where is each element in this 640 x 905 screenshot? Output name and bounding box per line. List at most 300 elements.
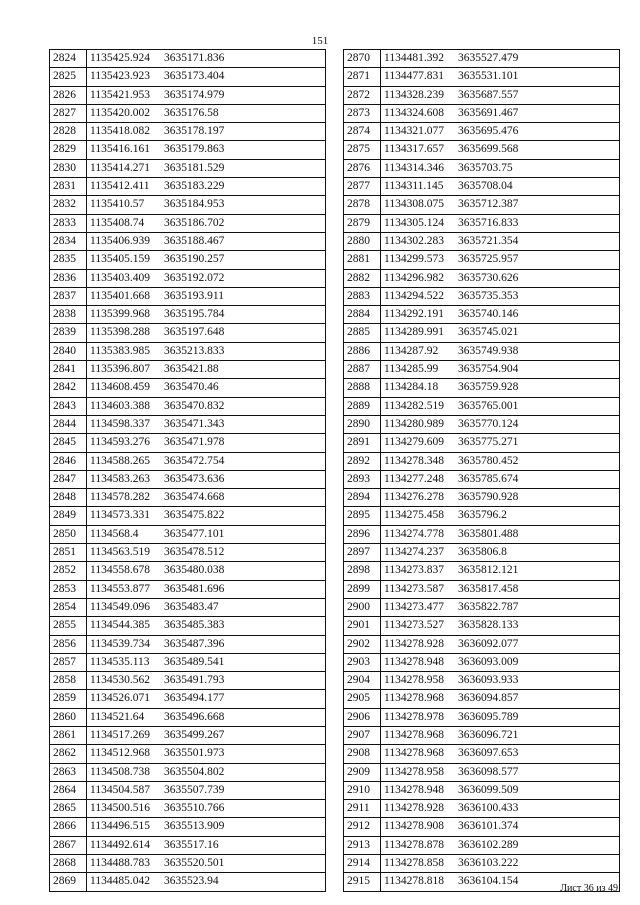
y-coordinate: 3635691.467 [458, 106, 519, 119]
y-coordinate: 3635190.257 [164, 253, 225, 266]
x-coordinate: 1134278.908 [384, 820, 444, 833]
right-table-body [344, 50, 620, 892]
x-coordinate: 1134273.587 [384, 582, 444, 595]
coordinates-cell [381, 800, 620, 818]
point-number-cell: 2865 [50, 800, 87, 818]
coordinates-cell [87, 489, 326, 507]
coordinates-cell [381, 836, 620, 854]
table-row [50, 342, 326, 360]
coordinates-cell [381, 763, 620, 781]
y-coordinate: 3635721.354 [458, 234, 519, 247]
point-number-cell: 2868 [50, 855, 87, 873]
coordinates-cell [381, 361, 620, 379]
point-number-cell: 2900 [344, 598, 381, 616]
coordinates-cell [381, 104, 620, 122]
x-coordinate: 1134278.948 [384, 783, 444, 796]
y-coordinate: 3635725.957 [458, 253, 519, 266]
table-row [344, 306, 620, 324]
coordinates-cell [87, 178, 326, 196]
y-coordinate: 3635171.836 [164, 52, 225, 64]
y-coordinate: 3635184.953 [164, 198, 225, 211]
y-coordinate: 3636093.009 [458, 655, 519, 668]
point-number-cell: 2883 [344, 287, 381, 305]
y-coordinate: 3636104.154 [458, 875, 519, 888]
y-coordinate: 3635471.978 [164, 436, 225, 449]
y-coordinate: 3635501.973 [164, 747, 225, 760]
y-coordinate: 3635475.822 [164, 509, 225, 522]
y-coordinate: 3635759.928 [458, 381, 519, 394]
x-coordinate: 1134588.265 [90, 454, 150, 467]
point-number-cell: 2915 [344, 873, 381, 891]
point-number-cell: 2882 [344, 269, 381, 287]
x-coordinate: 1135401.668 [90, 289, 150, 302]
y-coordinate: 3635188.467 [164, 234, 225, 247]
coordinates-cell [381, 489, 620, 507]
x-coordinate: 1134512.968 [90, 747, 150, 760]
y-coordinate: 3635507.739 [164, 783, 225, 796]
x-coordinate: 1134485.042 [90, 875, 150, 888]
left-coordinates-table [49, 49, 326, 892]
x-coordinate: 1134296.982 [384, 271, 444, 284]
y-coordinate: 3635513.909 [164, 820, 225, 833]
y-coordinate: 3635517.16 [164, 838, 219, 851]
x-coordinate: 1134279.609 [384, 436, 444, 449]
table-row [344, 159, 620, 177]
coordinates-cell [87, 635, 326, 653]
y-coordinate: 3636103.222 [458, 857, 519, 870]
y-coordinate: 3635687.557 [458, 88, 519, 101]
y-coordinate: 3635197.648 [164, 326, 225, 339]
x-coordinate: 1134278.978 [384, 710, 444, 723]
coordinates-cell [87, 251, 326, 269]
y-coordinate: 3635489.541 [164, 655, 225, 668]
x-coordinate: 1135396.807 [90, 363, 150, 376]
coordinates-cell [87, 415, 326, 433]
x-coordinate: 1134517.269 [90, 728, 150, 741]
y-coordinate: 3635527.479 [458, 52, 519, 64]
x-coordinate: 1134500.516 [90, 802, 150, 815]
table-row [344, 544, 620, 562]
coordinates-cell [87, 507, 326, 525]
point-number-cell: 2886 [344, 342, 381, 360]
point-number-cell: 2844 [50, 415, 87, 433]
coordinates-cell [87, 214, 326, 232]
table-row [50, 635, 326, 653]
coordinates-cell [381, 617, 620, 635]
x-coordinate: 1135412.411 [90, 180, 150, 193]
y-coordinate: 3635195.784 [164, 308, 225, 321]
coordinates-cell [381, 507, 620, 525]
point-number-cell: 2874 [344, 123, 381, 141]
y-coordinate: 3635174.979 [164, 88, 225, 101]
point-number-cell: 2847 [50, 470, 87, 488]
x-coordinate: 1135421.953 [90, 88, 150, 101]
table-row [344, 86, 620, 104]
table-row [50, 434, 326, 452]
table-row [50, 196, 326, 214]
table-row [344, 287, 620, 305]
x-coordinate: 1135420.002 [90, 106, 150, 119]
table-row [50, 232, 326, 250]
point-number-cell: 2839 [50, 324, 87, 342]
y-coordinate: 3636102.289 [458, 838, 519, 851]
coordinates-cell [87, 708, 326, 726]
coordinates-cell [381, 123, 620, 141]
point-number-cell: 2889 [344, 397, 381, 415]
coordinates-cell [381, 745, 620, 763]
y-coordinate: 3635179.863 [164, 143, 225, 156]
x-coordinate: 1134302.283 [384, 234, 444, 247]
x-coordinate: 1135414.271 [90, 161, 150, 174]
coordinates-cell [381, 544, 620, 562]
x-coordinate: 1134593.276 [90, 436, 150, 449]
y-coordinate: 3635740.146 [458, 308, 519, 321]
point-number-cell: 2856 [50, 635, 87, 653]
x-coordinate: 1134278.968 [384, 692, 444, 705]
y-coordinate: 3635173.404 [164, 70, 225, 83]
table-row [50, 818, 326, 836]
coordinates-cell [87, 232, 326, 250]
coordinates-cell [87, 342, 326, 360]
y-coordinate: 3635796.2 [458, 509, 507, 522]
point-number-cell: 2836 [50, 269, 87, 287]
table-row [50, 873, 326, 891]
point-number-cell: 2906 [344, 708, 381, 726]
coordinates-cell [87, 562, 326, 580]
coordinates-cell [381, 68, 620, 86]
x-coordinate: 1135408.74 [90, 216, 145, 229]
point-number-cell: 2858 [50, 672, 87, 690]
coordinates-cell [381, 415, 620, 433]
point-number-cell: 2830 [50, 159, 87, 177]
y-coordinate: 3636095.789 [458, 710, 519, 723]
point-number-cell: 2850 [50, 525, 87, 543]
coordinates-cell [381, 855, 620, 873]
point-number-cell: 2878 [344, 196, 381, 214]
x-coordinate: 1134280.989 [384, 417, 444, 430]
table-row [344, 598, 620, 616]
coordinates-cell [87, 745, 326, 763]
table-row [344, 836, 620, 854]
y-coordinate: 3635176.58 [164, 106, 219, 119]
x-coordinate: 1135423.923 [90, 70, 150, 83]
table-row [50, 525, 326, 543]
point-number-cell: 2864 [50, 781, 87, 799]
x-coordinate: 1134317.657 [384, 143, 444, 156]
table-row [50, 544, 326, 562]
table-row [50, 50, 326, 68]
point-number-cell: 2908 [344, 745, 381, 763]
right-coordinates-table-wrapper [343, 49, 620, 892]
y-coordinate: 3635806.8 [458, 546, 507, 559]
x-coordinate: 1135383.985 [90, 344, 150, 357]
coordinates-cell [87, 397, 326, 415]
y-coordinate: 3635716.833 [458, 216, 519, 229]
point-number-cell: 2913 [344, 836, 381, 854]
table-row [344, 507, 620, 525]
table-row [344, 470, 620, 488]
point-number-cell: 2835 [50, 251, 87, 269]
coordinates-cell [381, 690, 620, 708]
table-row [50, 68, 326, 86]
x-coordinate: 1134535.113 [90, 655, 150, 668]
table-row [50, 653, 326, 671]
point-number-cell: 2879 [344, 214, 381, 232]
x-coordinate: 1134289.991 [384, 326, 444, 339]
coordinates-cell [381, 251, 620, 269]
coordinates-cell [87, 855, 326, 873]
point-number-cell: 2876 [344, 159, 381, 177]
y-coordinate: 3635473.636 [164, 472, 225, 485]
point-number-cell: 2828 [50, 123, 87, 141]
table-row [50, 86, 326, 104]
table-row [344, 232, 620, 250]
x-coordinate: 1134276.278 [384, 491, 444, 504]
point-number-cell: 2855 [50, 617, 87, 635]
table-row [344, 269, 620, 287]
y-coordinate: 3635487.396 [164, 637, 225, 650]
table-row [344, 763, 620, 781]
table-row [50, 690, 326, 708]
table-row [344, 196, 620, 214]
y-coordinate: 3635812.121 [458, 564, 519, 577]
point-number-cell: 2854 [50, 598, 87, 616]
point-number-cell: 2866 [50, 818, 87, 836]
table-row [50, 141, 326, 159]
table-row [50, 672, 326, 690]
y-coordinate: 3636098.577 [458, 765, 519, 778]
y-coordinate: 3635477.101 [164, 527, 225, 540]
point-number-cell: 2863 [50, 763, 87, 781]
coordinates-cell [381, 653, 620, 671]
y-coordinate: 3635485.383 [164, 619, 225, 632]
coordinates-cell [381, 434, 620, 452]
x-coordinate: 1134321.077 [384, 125, 444, 138]
table-row [50, 836, 326, 854]
point-number-cell: 2884 [344, 306, 381, 324]
x-coordinate: 1134278.858 [384, 857, 444, 870]
y-coordinate: 3635504.802 [164, 765, 225, 778]
point-number-cell: 2861 [50, 726, 87, 744]
point-number-cell: 2895 [344, 507, 381, 525]
coordinates-cell [87, 361, 326, 379]
table-row [344, 525, 620, 543]
x-coordinate: 1135418.082 [90, 125, 150, 138]
coordinates-cell [381, 781, 620, 799]
point-number-cell: 2896 [344, 525, 381, 543]
point-number-cell: 2881 [344, 251, 381, 269]
point-number-cell: 2834 [50, 232, 87, 250]
x-coordinate: 1134324.608 [384, 106, 444, 119]
coordinates-cell [87, 544, 326, 562]
table-row [344, 397, 620, 415]
page-number: 151 [311, 35, 329, 47]
x-coordinate: 1134282.519 [384, 399, 444, 412]
table-row [344, 104, 620, 122]
y-coordinate: 3635178.197 [164, 125, 225, 138]
point-number-cell: 2905 [344, 690, 381, 708]
point-number-cell: 2909 [344, 763, 381, 781]
sheet-footer: Лист 36 из 49 [560, 883, 618, 894]
y-coordinate: 3635470.46 [164, 381, 219, 394]
table-row [50, 159, 326, 177]
y-coordinate: 3635790.928 [458, 491, 519, 504]
y-coordinate: 3635708.04 [458, 180, 513, 193]
point-number-cell: 2912 [344, 818, 381, 836]
point-number-cell: 2914 [344, 855, 381, 873]
table-row [344, 708, 620, 726]
y-coordinate: 3635496.668 [164, 710, 225, 723]
point-number-cell: 2857 [50, 653, 87, 671]
y-coordinate: 3636099.509 [458, 783, 519, 796]
y-coordinate: 3635780.452 [458, 454, 519, 467]
x-coordinate: 1134278.928 [384, 802, 444, 815]
x-coordinate: 1134526.071 [90, 692, 150, 705]
coordinates-cell [381, 141, 620, 159]
coordinates-cell [381, 50, 620, 68]
y-coordinate: 3635494.177 [164, 692, 225, 705]
point-number-cell: 2838 [50, 306, 87, 324]
y-coordinate: 3635785.674 [458, 472, 519, 485]
coordinates-cell [87, 141, 326, 159]
table-row [344, 672, 620, 690]
point-number-cell: 2899 [344, 580, 381, 598]
coordinates-cell [381, 178, 620, 196]
point-number-cell: 2833 [50, 214, 87, 232]
table-row [50, 562, 326, 580]
x-coordinate: 1135425.924 [90, 52, 150, 64]
x-coordinate: 1134277.248 [384, 472, 444, 485]
point-number-cell: 2877 [344, 178, 381, 196]
y-coordinate: 3635483.47 [164, 600, 219, 613]
table-row [50, 397, 326, 415]
left-coordinates-table-wrapper [49, 49, 326, 892]
table-row [50, 580, 326, 598]
y-coordinate: 3635474.668 [164, 491, 225, 504]
y-coordinate: 3635510.766 [164, 802, 225, 815]
x-coordinate: 1134308.075 [384, 198, 444, 211]
point-number-cell: 2890 [344, 415, 381, 433]
y-coordinate: 3635471.343 [164, 417, 225, 430]
x-coordinate: 1135416.161 [90, 143, 150, 156]
coordinates-cell [87, 196, 326, 214]
point-number-cell: 2827 [50, 104, 87, 122]
x-coordinate: 1134278.928 [384, 637, 444, 650]
point-number-cell: 2867 [50, 836, 87, 854]
coordinates-cell [381, 525, 620, 543]
coordinates-cell [381, 818, 620, 836]
coordinates-cell [381, 196, 620, 214]
table-row [50, 306, 326, 324]
table-row [344, 855, 620, 873]
y-coordinate: 3635472.754 [164, 454, 225, 467]
table-row [50, 123, 326, 141]
coordinates-cell [87, 525, 326, 543]
y-coordinate: 3636092.077 [458, 637, 519, 650]
y-coordinate: 3635181.529 [164, 161, 225, 174]
x-coordinate: 1134273.477 [384, 600, 444, 613]
table-row [50, 178, 326, 196]
x-coordinate: 1134294.522 [384, 289, 444, 302]
point-number-cell: 2848 [50, 489, 87, 507]
y-coordinate: 3636096.721 [458, 728, 519, 741]
point-number-cell: 2891 [344, 434, 381, 452]
x-coordinate: 1134608.459 [90, 381, 150, 394]
coordinates-cell [87, 434, 326, 452]
table-row [344, 68, 620, 86]
right-coordinates-table [343, 49, 620, 892]
table-row [344, 342, 620, 360]
point-number-cell: 2871 [344, 68, 381, 86]
coordinates-cell [87, 726, 326, 744]
x-coordinate: 1135398.288 [90, 326, 150, 339]
y-coordinate: 3635213.833 [164, 344, 225, 357]
x-coordinate: 1134287.92 [384, 344, 439, 357]
y-coordinate: 3635775.271 [458, 436, 519, 449]
y-coordinate: 3635822.787 [458, 600, 519, 613]
y-coordinate: 3635712.387 [458, 198, 519, 211]
point-number-cell: 2872 [344, 86, 381, 104]
x-coordinate: 1134311.145 [384, 180, 444, 193]
coordinates-cell [87, 836, 326, 854]
x-coordinate: 1134539.734 [90, 637, 150, 650]
x-coordinate: 1134504.587 [90, 783, 150, 796]
coordinates-cell [381, 324, 620, 342]
y-coordinate: 3635183.229 [164, 180, 225, 193]
point-number-cell: 2870 [344, 50, 381, 68]
coordinates-cell [87, 800, 326, 818]
table-row [50, 507, 326, 525]
coordinates-cell [87, 818, 326, 836]
point-number-cell: 2841 [50, 361, 87, 379]
table-row [50, 617, 326, 635]
y-coordinate: 3635470.832 [164, 399, 225, 412]
point-number-cell: 2897 [344, 544, 381, 562]
point-number-cell: 2910 [344, 781, 381, 799]
coordinates-cell [381, 598, 620, 616]
point-number-cell: 2837 [50, 287, 87, 305]
x-coordinate: 1134278.968 [384, 728, 444, 741]
table-row [344, 178, 620, 196]
coordinates-cell [381, 232, 620, 250]
coordinates-cell [87, 123, 326, 141]
table-row [344, 123, 620, 141]
table-row [344, 617, 620, 635]
point-number-cell: 2842 [50, 379, 87, 397]
coordinates-cell [87, 470, 326, 488]
table-row [50, 598, 326, 616]
point-number-cell: 2911 [344, 800, 381, 818]
coordinates-cell [381, 580, 620, 598]
y-coordinate: 3635703.75 [458, 161, 513, 174]
table-row [50, 855, 326, 873]
x-coordinate: 1134273.837 [384, 564, 444, 577]
table-row [344, 690, 620, 708]
x-coordinate: 1134496.515 [90, 820, 150, 833]
x-coordinate: 1134275.458 [384, 509, 444, 522]
y-coordinate: 3635480.038 [164, 564, 225, 577]
coordinates-cell [381, 452, 620, 470]
point-number-cell: 2901 [344, 617, 381, 635]
point-number-cell: 2846 [50, 452, 87, 470]
x-coordinate: 1134558.678 [90, 564, 150, 577]
x-coordinate: 1134274.237 [384, 546, 444, 559]
coordinates-cell [381, 470, 620, 488]
point-number-cell: 2880 [344, 232, 381, 250]
x-coordinate: 1134563.519 [90, 546, 150, 559]
point-number-cell: 2843 [50, 397, 87, 415]
table-row [50, 470, 326, 488]
